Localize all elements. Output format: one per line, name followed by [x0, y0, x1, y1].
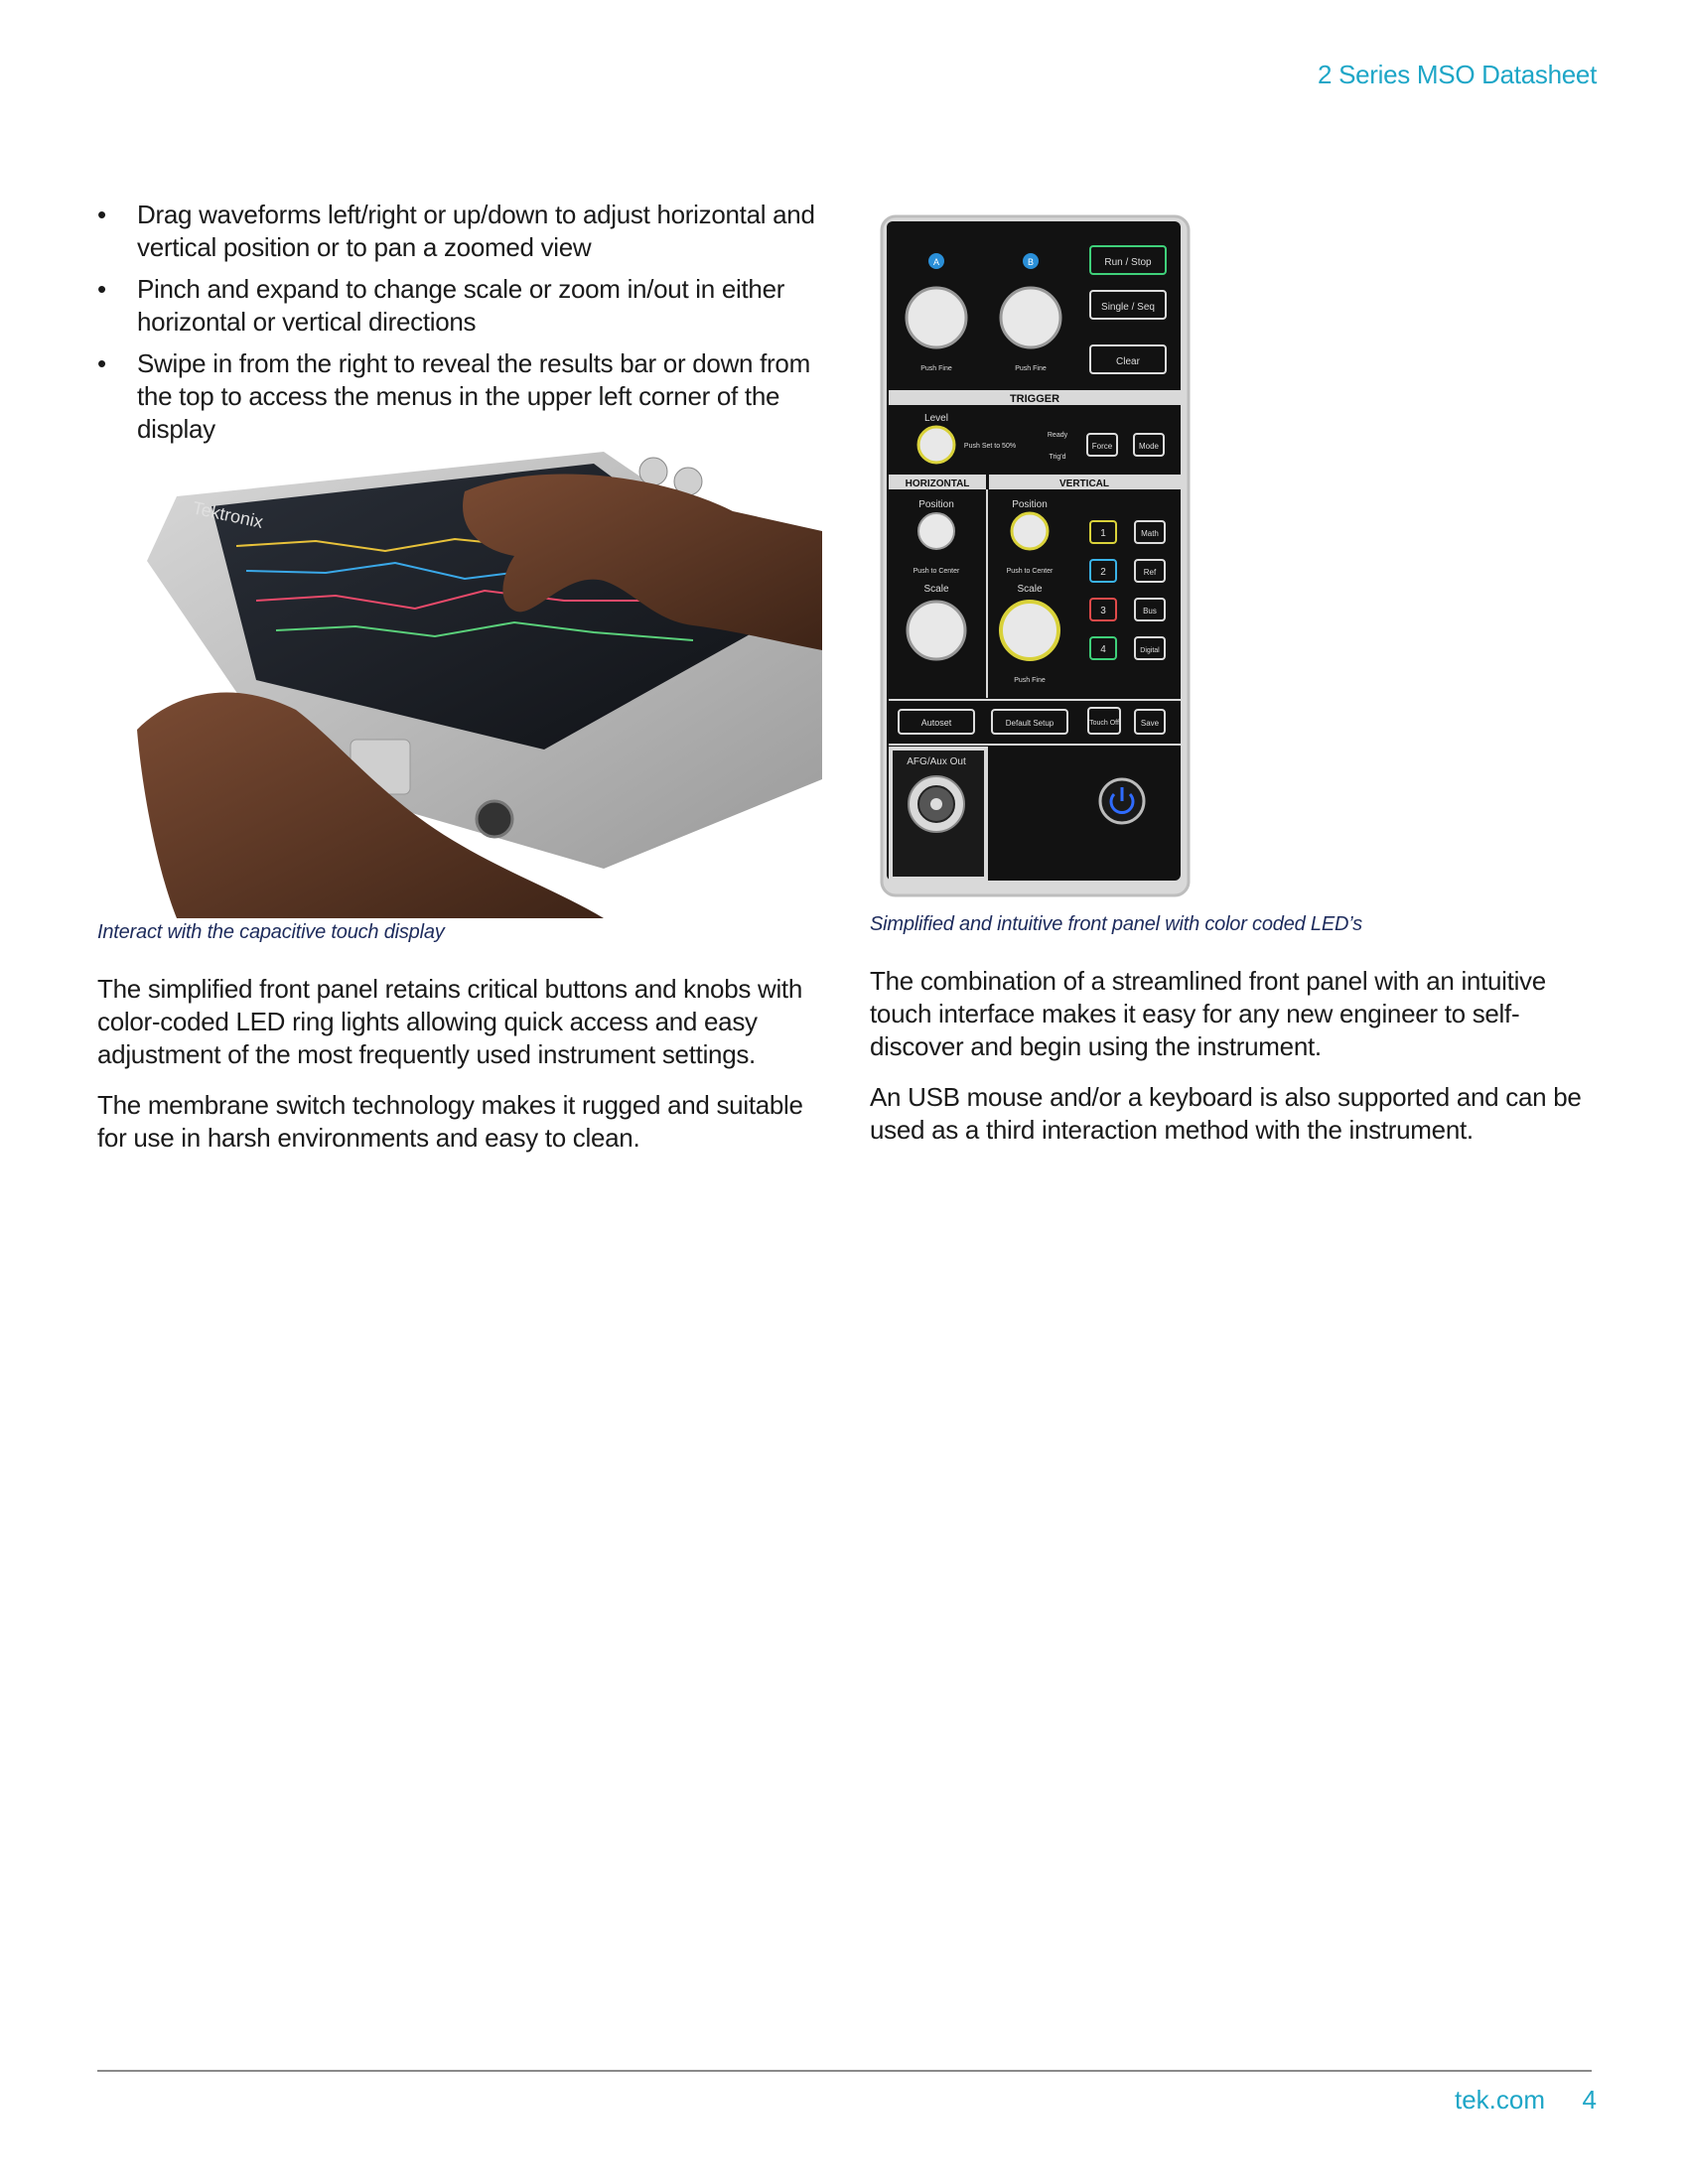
clear-label: Clear [1116, 356, 1140, 367]
page-number: 4 [1582, 2085, 1597, 2115]
brand-logo: Tektronix [191, 497, 265, 532]
single-seq-label: Single / Seq [1101, 302, 1155, 313]
knob-b-label: B [1027, 257, 1035, 267]
left-column [97, 199, 827, 455]
front-panel-image [879, 213, 1192, 898]
channel-3-label: 3 [1100, 606, 1106, 616]
bullet-text: Swipe in from the right to reveal the results bar or down from the top to access the menus in the upper left corner of the display [137, 348, 810, 444]
channel-4-label: 4 [1100, 644, 1106, 655]
digital-label: Digital [1140, 647, 1160, 654]
save-label: Save [1140, 719, 1160, 728]
bullet-text: Drag waveforms left/right or up/down to adjust horizontal and vertical position or to pan a zoomed view [137, 200, 815, 262]
left-body-text [97, 973, 827, 1172]
body-paragraph: The membrane switch technology makes it rugged and suitable for use in harsh environments and easy to clean. [97, 1090, 803, 1153]
push-set-50-label: Push Set to 50% [963, 443, 1017, 450]
bullet-text: Pinch and expand to change scale or zoom in/out in either horizontal or vertical directions [137, 274, 785, 337]
bullet-marker: • [97, 274, 106, 304]
horizontal-scale-label: Scale [923, 584, 949, 595]
mode-label: Mode [1138, 442, 1160, 451]
trigd-label: Trig'd [1049, 454, 1066, 461]
knob-a-label: A [932, 257, 940, 267]
trigger-level-knob[interactable] [918, 427, 954, 463]
body-paragraph: An USB mouse and/or a keyboard is also supported and can be used as a third interaction method with the instrument. [870, 1082, 1582, 1145]
footer-site-link[interactable]: tek.com [1454, 2085, 1545, 2115]
math-label: Math [1141, 529, 1159, 538]
channel-2-label: 2 [1100, 567, 1106, 578]
body-paragraph: The combination of a streamlined front panel with an intuitive touch interface makes it easy for any new engineer to self-discover and begin using the instrument. [870, 966, 1546, 1061]
push-to-center-label: Push to Center [913, 568, 960, 575]
trigger-label: TRIGGER [1009, 393, 1060, 405]
knob-icon [639, 458, 667, 485]
footer-rule [97, 2070, 1592, 2072]
force-label: Force [1091, 442, 1113, 451]
horizontal-position-label: Position [918, 499, 954, 510]
push-to-center-label: Push to Center [1006, 568, 1054, 575]
list-item [97, 273, 827, 339]
push-fine-label: Push Fine [920, 365, 952, 372]
horizontal-label: HORIZONTAL [905, 478, 970, 489]
ready-label: Ready [1047, 432, 1068, 439]
afg-aux-out-label: AFG/Aux Out [907, 756, 966, 767]
vertical-scale-knob[interactable] [1001, 602, 1058, 659]
channel-1-label: 1 [1100, 528, 1106, 539]
page-header-title: 2 Series MSO Datasheet [1318, 60, 1597, 89]
right-body-text [870, 965, 1600, 1164]
vertical-position-knob[interactable] [1012, 513, 1048, 549]
bnc-pin [930, 798, 942, 810]
default-setup-label: Default Setup [1005, 719, 1055, 728]
ref-label: Ref [1143, 568, 1157, 577]
level-label: Level [924, 413, 948, 424]
bullet-marker: • [97, 200, 106, 229]
push-fine-label: Push Fine [1014, 677, 1046, 684]
body-paragraph: The simplified front panel retains critical buttons and knobs with color-coded LED ring lights allowing quick access and easy adjustment of the most frequently used instrument settings. [97, 974, 803, 1069]
right-image-caption: Simplified and intuitive front panel with color coded LED’s [870, 913, 1362, 935]
touch-display-photo [137, 452, 822, 918]
run-stop-label: Run / Stop [1104, 257, 1152, 268]
vertical-position-label: Position [1012, 499, 1048, 510]
left-photo-caption: Interact with the capacitive touch display [97, 921, 445, 943]
push-fine-label: Push Fine [1015, 365, 1047, 372]
vertical-label: VERTICAL [1059, 478, 1109, 489]
horizontal-position-knob[interactable] [918, 513, 954, 549]
horizontal-scale-knob[interactable] [908, 602, 965, 659]
touch-off-label: Touch Off [1089, 720, 1119, 727]
bullet-marker: • [97, 348, 106, 378]
vertical-scale-label: Scale [1017, 584, 1043, 595]
connector-icon [477, 801, 512, 837]
knob-b[interactable] [1001, 288, 1060, 347]
knob-a[interactable] [907, 288, 966, 347]
list-item [97, 347, 827, 446]
feature-bullets [97, 199, 827, 446]
autoset-label: Autoset [920, 718, 952, 728]
list-item [97, 199, 827, 264]
bus-label: Bus [1143, 607, 1157, 615]
